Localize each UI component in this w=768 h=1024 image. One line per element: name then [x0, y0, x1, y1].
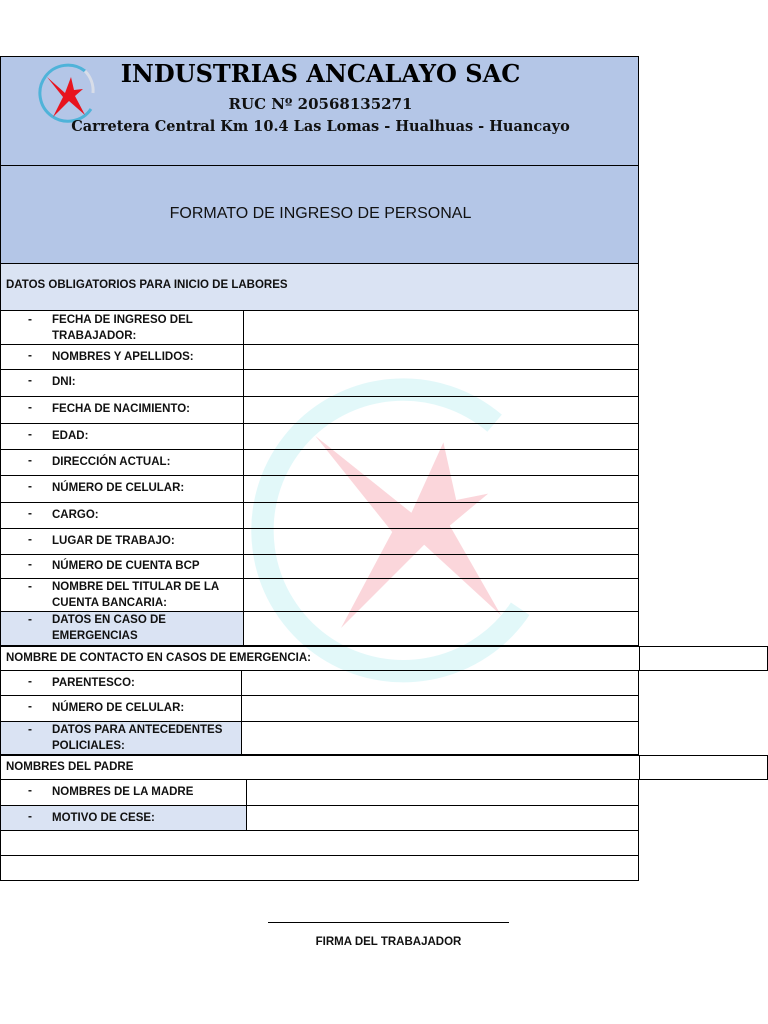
bullet-dash: - — [28, 557, 32, 571]
section-header — [0, 264, 639, 311]
field-label-cell — [1, 311, 244, 344]
field-label-cell — [1, 370, 244, 396]
form-row — [0, 345, 639, 370]
bullet-dash: - — [28, 453, 32, 467]
form-row — [0, 450, 639, 476]
company-ruc — [1, 95, 640, 113]
bullet-dash: - — [28, 674, 32, 688]
bullet-dash: - — [28, 579, 32, 593]
field-label: LUGAR DE TRABAJO: — [52, 535, 175, 547]
field-label: NÚMERO DE CUENTA BCP — [52, 560, 200, 572]
field-label-cell — [1, 579, 244, 611]
field-label: NÚMERO DE CELULAR: — [52, 702, 185, 714]
emergency-contact-row — [0, 646, 768, 671]
field-label-cell — [1, 397, 244, 423]
field-value-input[interactable] — [242, 722, 638, 754]
signature-line[interactable] — [268, 922, 509, 923]
bullet-dash: - — [28, 532, 32, 546]
field-label-cell — [1, 722, 242, 754]
form-title-box — [0, 165, 639, 264]
bullet-dash: - — [28, 400, 32, 414]
field-value-input[interactable] — [242, 671, 638, 695]
field-label: FECHA DE NACIMIENTO: — [52, 403, 190, 415]
field-value-input[interactable] — [244, 612, 638, 645]
field-label: DATOS EN CASO DE EMERGENCIAS — [52, 614, 166, 642]
father-name-row — [0, 755, 768, 780]
field-label-cell — [1, 503, 244, 528]
field-label-cell — [1, 476, 244, 502]
field-label-cell — [1, 529, 244, 554]
form-row — [0, 612, 639, 646]
field-value-input[interactable] — [244, 311, 638, 344]
bullet-dash: - — [28, 312, 32, 326]
field-label: MOTIVO DE CESE: — [52, 812, 155, 824]
bullet-dash: - — [28, 373, 32, 387]
company-name: INDUSTRIAS ANCALAYO SAC — [120, 59, 521, 88]
field-value-input[interactable] — [244, 529, 638, 554]
field-label-cell — [1, 806, 247, 830]
field-label-cell — [1, 555, 244, 578]
field-value-input[interactable] — [247, 780, 638, 805]
field-value-input[interactable] — [242, 696, 638, 721]
form-row — [0, 397, 639, 424]
emergency-contact-input[interactable] — [639, 647, 640, 670]
field-label-cell — [1, 780, 247, 805]
field-label-cell — [1, 424, 244, 449]
form-row — [0, 671, 639, 696]
bullet-dash: - — [28, 348, 32, 362]
form-row — [0, 503, 639, 529]
bullet-dash: - — [28, 506, 32, 520]
field-label: DNI: — [52, 376, 76, 388]
field-label: NÚMERO DE CELULAR: — [52, 482, 185, 494]
form-row — [0, 579, 639, 612]
form-row — [0, 424, 639, 450]
field-label: PARENTESCO: — [52, 677, 135, 689]
emergency-contact-label: NOMBRE DE CONTACTO EN CASOS DE EMERGENCIA: — [6, 652, 311, 664]
blank-row[interactable] — [0, 856, 639, 881]
form-row — [0, 806, 639, 831]
ruc-text: RUC Nº 20568135271 — [228, 95, 413, 113]
form-row — [0, 696, 639, 722]
form-row — [0, 780, 639, 806]
field-value-input[interactable] — [244, 450, 638, 475]
field-label-cell — [1, 612, 244, 645]
signature-label: FIRMA DEL TRABAJADOR — [315, 936, 462, 948]
form-row — [0, 370, 639, 397]
field-label: FECHA DE INGRESO DEL TRABAJADOR: — [52, 314, 193, 342]
field-value-input[interactable] — [247, 806, 638, 830]
field-label: NOMBRES Y APELLIDOS: — [52, 351, 194, 363]
form-title: FORMATO DE INGRESO DE PERSONAL — [169, 205, 472, 222]
field-label: NOMBRES DE LA MADRE — [52, 786, 194, 798]
bullet-dash: - — [28, 783, 32, 797]
field-label: DATOS PARA ANTECEDENTES POLICIALES: — [52, 724, 223, 752]
field-value-input[interactable] — [244, 555, 638, 578]
field-label-cell — [1, 345, 244, 369]
bullet-dash: - — [28, 699, 32, 713]
bullet-dash: - — [28, 612, 32, 626]
father-name-input[interactable] — [639, 756, 640, 779]
bullet-dash: - — [28, 722, 32, 736]
blank-row[interactable] — [0, 831, 639, 856]
field-value-input[interactable] — [244, 579, 638, 611]
field-label: CARGO: — [52, 509, 99, 521]
father-name-label: NOMBRES DEL PADRE — [6, 761, 134, 773]
company-header — [0, 56, 639, 166]
field-label-cell — [1, 450, 244, 475]
form-row — [0, 555, 639, 579]
field-value-input[interactable] — [244, 345, 638, 369]
form-row — [0, 722, 639, 755]
field-label-cell — [1, 696, 242, 721]
bullet-dash: - — [28, 427, 32, 441]
form-row — [0, 529, 639, 555]
field-value-input[interactable] — [244, 476, 638, 502]
form-row — [0, 311, 639, 345]
section-title: DATOS OBLIGATORIOS PARA INICIO DE LABORES — [6, 279, 288, 291]
form-row — [0, 476, 639, 503]
field-label-cell — [1, 671, 242, 695]
bullet-dash: - — [28, 809, 32, 823]
field-label: NOMBRE DEL TITULAR DE LA CUENTA BANCARIA: — [52, 581, 219, 609]
field-value-input[interactable] — [244, 424, 638, 449]
field-label: EDAD: — [52, 430, 89, 442]
bullet-dash: - — [28, 479, 32, 493]
field-value-input[interactable] — [244, 503, 638, 528]
company-address: Carretera Central Km 10.4 Las Lomas - Hualhuas - Huancayo — [71, 118, 570, 135]
field-value-input[interactable] — [244, 397, 638, 423]
field-label: DIRECCIÓN ACTUAL: — [52, 456, 171, 468]
field-value-input[interactable] — [244, 370, 638, 396]
